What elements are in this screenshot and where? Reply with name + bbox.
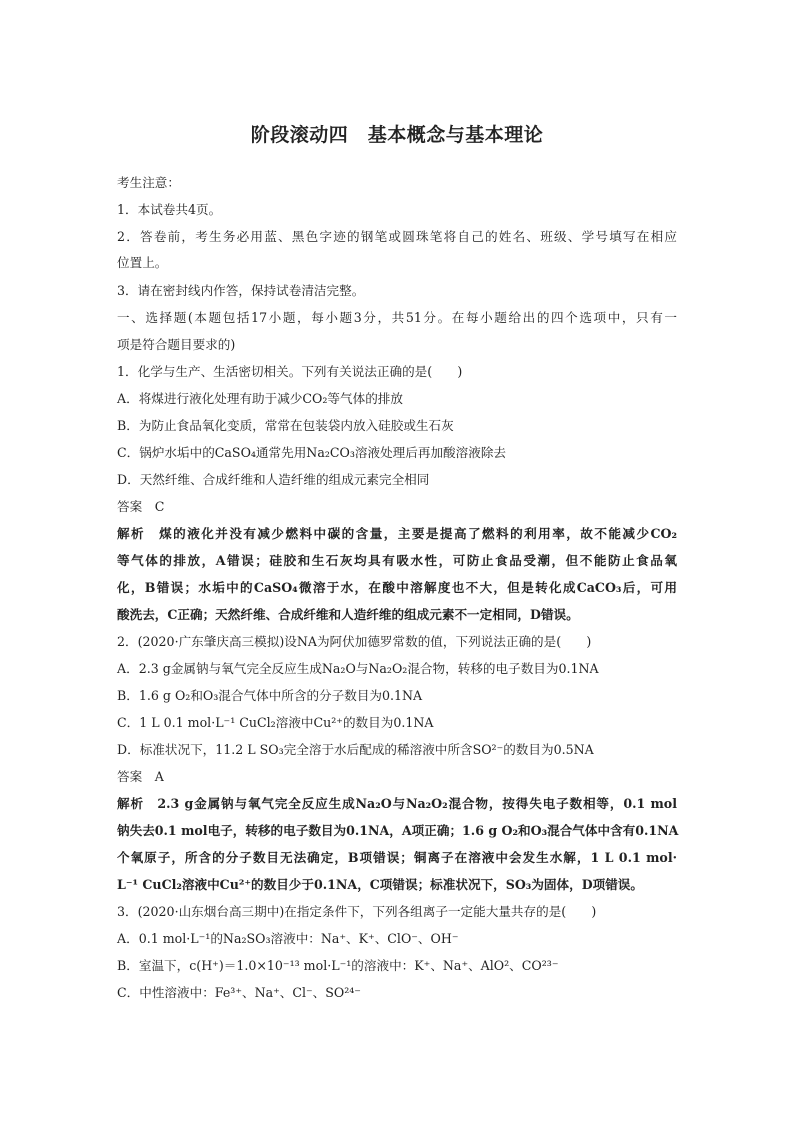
notice-item: 位置上。 — [117, 255, 168, 270]
question-stem: 3．(2020·山东烟台高三期中)在指定条件下，下列各组离子一定能大量共存的是( ) — [117, 904, 597, 919]
notice-item: 1．本试卷共4页。 — [117, 202, 222, 217]
analysis-line: 解析 煤的液化并没有减少燃料中碳的含量，主要是提高了燃料的利用率，故不能减少CO₂ — [117, 526, 677, 541]
analysis-line: 化，B错误；水垢中的CaSO₄微溶于水，在酸中溶解度也不大，但是转化成CaCO₃后，可用 — [117, 580, 677, 595]
analysis-line: 酸洗去，C正确；天然纤维、合成纤维和人造纤维的组成元素不一定相同，D错误。 — [117, 607, 579, 622]
page-title: 阶段滚动四 基本概念与基本理论 — [250, 124, 544, 146]
section-heading: 项是符合题目要求的) — [117, 337, 236, 352]
question-option: D．标准状况下，11.2 L SO₃完全溶于水后配成的稀溶液中所含SO²⁻的数目为0.5NA — [117, 742, 594, 757]
question-option: B．室温下，c(H⁺)＝1.0×10⁻¹³ mol·L⁻¹的溶液中：K⁺、Na⁺、AlO²、CO²³⁻ — [117, 958, 559, 973]
question-option: A．2.3 g金属钠与氧气完全反应生成Na₂O与Na₂O₂混合物，转移的电子数目为0.1NA — [117, 661, 599, 676]
analysis-line: L⁻¹ CuCl₂溶液中Cu²⁺的数目少于0.1NA，C项错误；标准状况下，SO₃为固体，D项错误。 — [117, 877, 643, 892]
notice-item: 3．请在密封线内作答，保持试卷清洁完整。 — [117, 283, 365, 298]
analysis-line: 等气体的排放，A错误；硅胶和生石灰均具有吸水性，可防止食品受潮，但不能防止食品氧 — [117, 553, 677, 568]
question-option: A．0.1 mol·L⁻¹的Na₂SO₃溶液中：Na⁺、K⁺、ClO⁻、OH⁻ — [117, 931, 459, 946]
notice-heading: 考生注意： — [117, 175, 180, 190]
analysis-line: 钠失去0.1 mol电子，转移的电子数目为0.1NA，A项正确；1.6 g O₂和O₃混合气体中含有0.1NA — [117, 823, 679, 838]
question-option: B．1.6 g O₂和O₃混合气体中所含的分子数目为0.1NA — [117, 688, 423, 703]
question-option: A．将煤进行液化处理有助于减少CO₂等气体的排放 — [117, 391, 403, 406]
question-option: C．锅炉水垢中的CaSO₄通常先用Na₂CO₃溶液处理后再加酸溶液除去 — [117, 445, 507, 460]
question-option: C．1 L 0.1 mol·L⁻¹ CuCl₂溶液中Cu²⁺的数目为0.1NA — [117, 715, 434, 730]
question-option: D．天然纤维、合成纤维和人造纤维的组成元素完全相同 — [117, 472, 430, 487]
question-option: B．为防止食品氧化变质，常常在包装袋内放入硅胶或生石灰 — [117, 418, 454, 433]
answer-line: 答案 C — [117, 499, 165, 514]
question-stem: 2．(2020·广东肇庆高三模拟)设NA为阿伏加德罗常数的值，下列说法正确的是( ) — [117, 634, 592, 649]
section-heading: 一、选择题(本题包括17小题，每小题3分，共51分。在每小题给出的四个选项中，只有一 — [117, 310, 677, 325]
analysis-line: 个氧原子，所含的分子数目无法确定，B项错误；铜离子在溶液中会发生水解，1 L 0.1 mol· — [117, 850, 677, 865]
answer-line: 答案 A — [117, 769, 164, 784]
notice-item: 2．答卷前，考生务必用蓝、黑色字迹的钢笔或圆珠笔将自己的姓名、班级、学号填写在相应 — [117, 229, 677, 244]
analysis-line: 解析 2.3 g金属钠与氧气完全反应生成Na₂O与Na₂O₂混合物，按得失电子数相等，0.1 mol — [117, 796, 677, 811]
question-option: C．中性溶液中：Fe³⁺、Na⁺、Cl⁻、SO²⁴⁻ — [117, 985, 361, 1000]
question-stem: 1．化学与生产、生活密切相关。下列有关说法正确的是( ) — [117, 364, 463, 379]
